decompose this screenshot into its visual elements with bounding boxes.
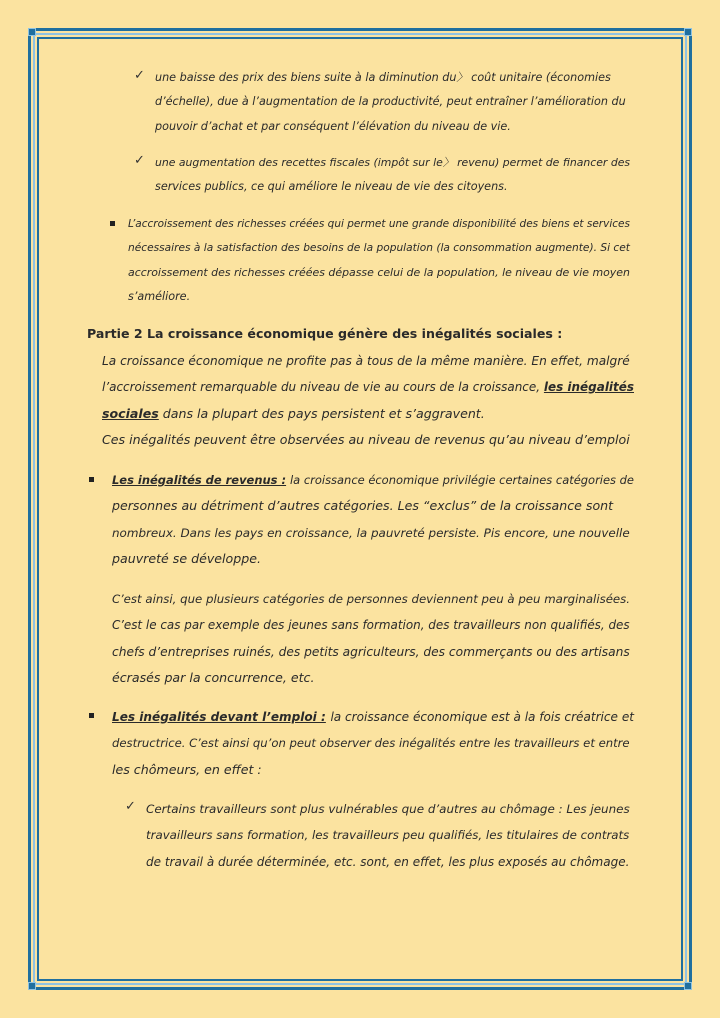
text-line: d’échelle), due à l’augmentation de la productivité, peut entraîner l’amélioration du	[155, 95, 626, 109]
square-bullet-icon	[89, 477, 94, 482]
text-line: s’améliore.	[128, 289, 191, 303]
corner-ornament	[28, 982, 36, 990]
text-line: pauvreté se développe.	[112, 550, 261, 566]
check-item-1	[155, 66, 634, 139]
emploi-section	[112, 704, 634, 783]
text-line: dans la plupart des pays persistent et s’aggravent.	[162, 405, 485, 421]
text-line: une baisse des prix des biens suite à la diminution du〉 coût unitaire (économies	[155, 71, 611, 84]
revenus-paragraph-2	[112, 586, 634, 691]
checkmark-icon: ✓	[134, 68, 145, 83]
text-line: Certains travailleurs sont plus vulnérables que d’autres au chômage : Les jeunes	[146, 802, 630, 816]
text-line: C’est le cas par exemple des jeunes sans formation, des travailleurs non qualifiés, des	[112, 618, 630, 633]
text-line: l’accroissement remarquable du niveau de vie au cours de la croissance,	[102, 380, 541, 395]
text-line: une augmentation des recettes fiscales (impôt sur le〉 revenu) permet de financer des	[155, 156, 631, 169]
square-item-1	[128, 212, 634, 309]
square-bullet-icon	[110, 221, 115, 226]
corner-ornament	[684, 982, 692, 990]
subsection-title: Les inégalités devant l’emploi :	[112, 710, 326, 724]
emploi-check-item	[146, 796, 634, 875]
checkmark-icon: ✓	[125, 799, 136, 814]
text-line: les chômeurs, en effet :	[112, 761, 262, 777]
text-line: de travail à durée déterminée, etc. sont, en effet, les plus exposés au chômage.	[146, 854, 630, 869]
text-line: accroissement des richesses créées dépasse celui de la population, le niveau de vie moyen	[128, 265, 630, 279]
text-line: Ces inégalités peuvent être observées au niveau de revenus qu’au niveau d’emploi	[102, 431, 630, 447]
corner-ornament	[684, 28, 692, 36]
text-line: écrasés par la concurrence, etc.	[112, 669, 315, 685]
checkmark-icon: ✓	[134, 153, 145, 168]
emphasis-text: les inégalités	[543, 380, 634, 395]
text-line: C’est ainsi, que plusieurs catégories de personnes deviennent peu à peu marginalisées.	[112, 592, 631, 606]
revenus-section	[112, 467, 634, 572]
text-line: chefs d’entreprises ruinés, des petits agriculteurs, des commerçants ou des artisans	[112, 644, 630, 659]
text-line: La croissance économique ne profite pas à tous de la même manière. En effet, malgré	[102, 354, 630, 368]
text-line: travailleurs sans formation, les travailleurs peu qualifiés, les titulaires de contrats	[146, 828, 630, 843]
text-line: L’accroissement des richesses créées qui permet une grande disponibilité des biens et services	[128, 218, 630, 230]
corner-ornament	[28, 28, 36, 36]
emphasis-text: sociales	[102, 405, 159, 421]
check-item-2	[155, 151, 634, 200]
text-line: personnes au détriment d’autres catégories. Les “exclus” de la croissance sont	[112, 498, 614, 514]
text-line: destructrice. C’est ainsi qu’on peut observer des inégalités entre les travailleurs et entre	[112, 736, 630, 751]
intro-paragraph	[102, 348, 634, 453]
square-bullet-icon	[89, 713, 94, 718]
text-line: nombreux. Dans les pays en croissance, la pauvreté persiste. Pis encore, une nouvelle	[112, 525, 630, 540]
text-line: services publics, ce qui améliore le niveau de vie des citoyens.	[155, 180, 508, 194]
text-line: la croissance économique est à la fois créatrice et	[330, 710, 634, 724]
text-line: la croissance économique privilégie certaines catégories de	[289, 473, 634, 487]
subsection-title: Les inégalités de revenus :	[112, 473, 287, 487]
text-line: nécessaires à la satisfaction des besoins de la population (la consommation augmente). Si cet	[128, 241, 630, 255]
text-line: pouvoir d’achat et par conséquent l’élévation du niveau de vie.	[155, 119, 511, 133]
section-heading: Partie 2 La croissance économique génère des inégalités sociales :	[87, 326, 563, 341]
